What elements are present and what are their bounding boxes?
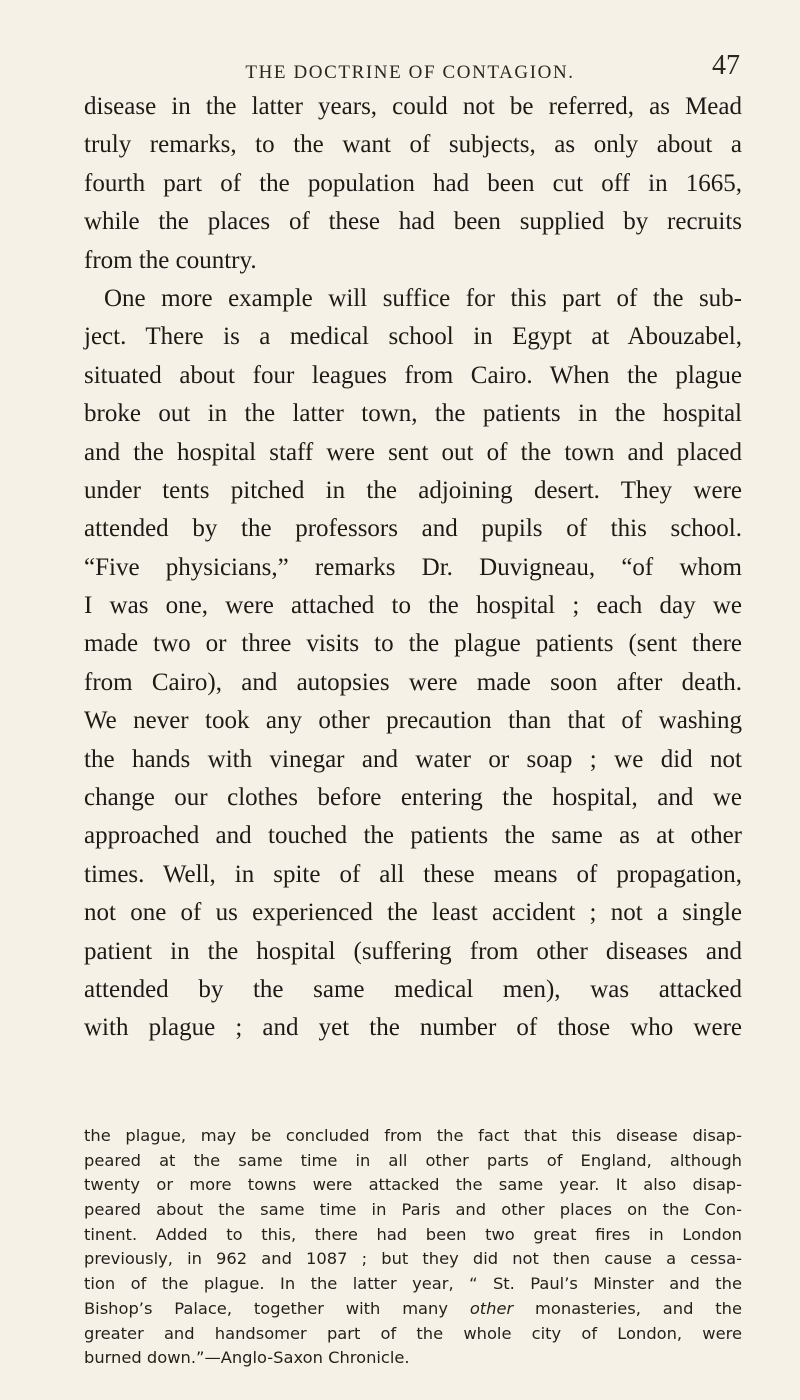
running-title: THE DOCTRINE OF CONTAGION. [245,62,575,83]
body-line: One more example will suffice for this part of the sub- [104,284,742,312]
footnote-text: monasteries, and the [513,1298,742,1318]
body-line: change our clothes before entering the hospital, and we [84,784,742,812]
body-line: ject. There is a medical school in Egypt at Abouzabel, [84,323,742,351]
body-line: with plague ; and yet the number of those who were [84,1014,742,1042]
body-line: under tents pitched in the adjoining desert. They were [84,476,742,504]
body-line: truly remarks, to the want of subjects, as only about a [84,131,742,159]
body-line: made two or three visits to the plague patients (sent there [84,630,742,658]
footnote-line [84,1297,742,1322]
body-line: patient in the hospital (suffering from other diseases and [84,937,742,965]
body-line: from Cairo), and autopsies were made soon after death. [84,668,742,696]
footnote-text: Bishop’s Palace, together with many [84,1298,470,1318]
body-text [84,88,742,1048]
body-line: situated about four leagues from Cairo. When the plague [84,361,742,389]
footnote-line: previously, in 962 and 1087 ; but they did not then cause a cessa- [84,1249,742,1269]
footnote-line: twenty or more towns were attacked the same year. It also disap- [84,1175,742,1195]
body-line: fourth part of the population had been cut off in 1665, [84,169,742,197]
body-line: I was one, were attached to the hospital ; each day we [84,592,742,620]
footnote-line: tinent. Added to this, there had been two great fires in London [84,1224,742,1244]
page-number: 47 [712,50,740,81]
body-line: disease in the latter years, could not be referred, as Mead [84,93,742,120]
body-line: from the country. [84,246,257,274]
running-head [80,50,740,86]
footnote [84,1124,742,1371]
footnote-line: the plague, may be concluded from the fact that this disease disap- [84,1126,742,1145]
footnote-line: burned down.”—Anglo-Saxon Chronicle. [84,1348,410,1368]
body-line: while the places of these had been supplied by recruits [84,208,742,236]
footnote-emphasis: other [469,1298,514,1318]
footnote-line: peared about the same time in Paris and other places on the Con- [84,1200,742,1220]
footnote-line: peared at the same time in all other parts of England, although [84,1150,742,1170]
body-line: not one of us experienced the least accident ; not a single [84,899,742,927]
body-line: approached and touched the patients the same as at other [84,822,742,850]
body-line: times. Well, in spite of all these means of propagation, [84,860,742,888]
body-line: attended by the same medical men), was attacked [84,975,742,1003]
body-line: and the hospital staff were sent out of the town and placed [84,438,742,466]
footnote-line: greater and handsomer part of the whole city of London, were [84,1323,742,1343]
body-line: broke out in the latter town, the patients in the hospital [84,400,742,428]
footnote-line: tion of the plague. In the latter year, “ St. Paul’s Minster and the [84,1274,742,1294]
body-line: We never took any other precaution than that of washing [84,707,742,735]
body-line: the hands with vinegar and water or soap ; we did not [84,745,742,773]
body-line: attended by the professors and pupils of this school. [84,515,742,543]
body-line: “Five physicians,” remarks Dr. Duvigneau, “of whom [84,553,742,581]
